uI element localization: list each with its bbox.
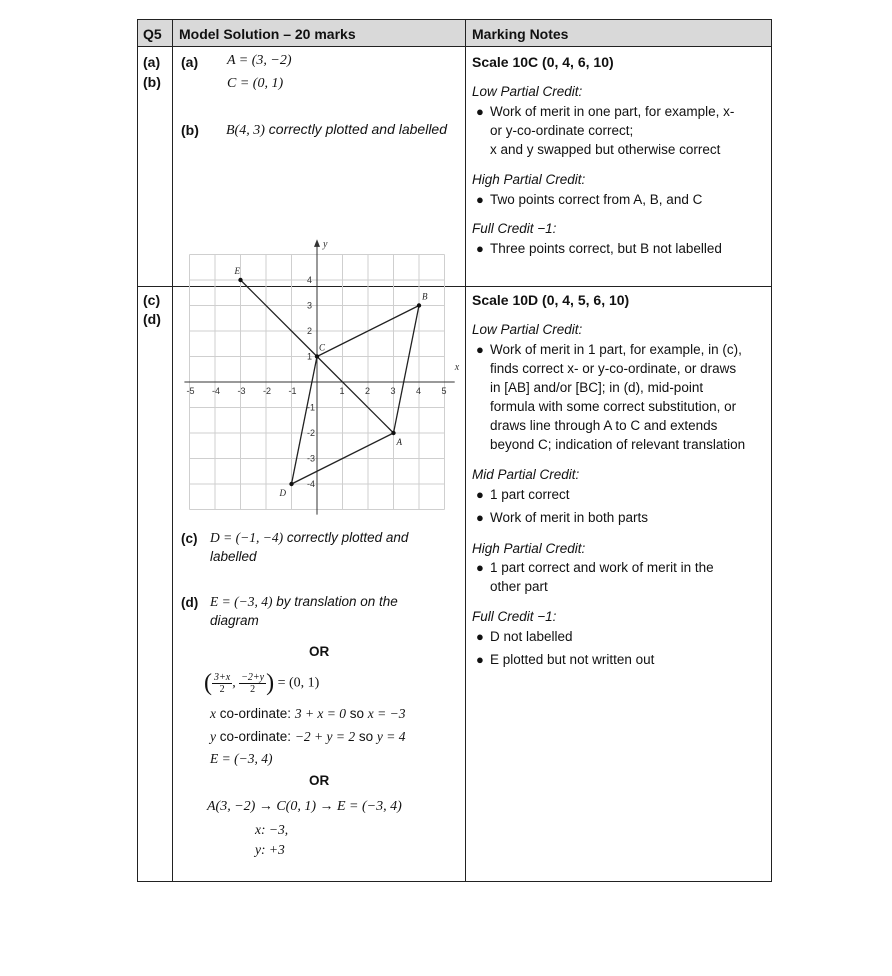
bullet: ● — [476, 629, 484, 644]
bullet: ● — [476, 192, 484, 207]
low-item-3: x and y swapped but otherwise correct — [490, 142, 721, 157]
full-credit-title-2: Full Credit −1: — [472, 609, 557, 624]
point-label-D: D — [279, 488, 286, 498]
part-a-label: (a) — [143, 54, 161, 70]
point-D — [289, 482, 293, 486]
midpoint-formula: ( $\frac{3+x}{2}$ , $\frac{-2+y}{2}$ ) = (0, 1) — [204, 670, 320, 696]
d-label: (d) — [181, 595, 199, 610]
eq-a: A = (3, −2) — [227, 53, 292, 68]
high-credit-title-2: High Partial Credit: — [472, 541, 586, 556]
high-credit-title: High Partial Credit: — [472, 172, 586, 187]
point-label-C: C — [319, 342, 326, 353]
d-statement-2: diagram — [210, 613, 259, 628]
eq-c: C = (0, 1) — [227, 76, 284, 91]
low-line-6: beyond C; indication of relevant translation — [490, 437, 746, 452]
bullet: ● — [476, 560, 484, 575]
segment-CA — [317, 357, 394, 434]
low-line-1: Work of merit in 1 part, for example, in (c), — [490, 342, 742, 357]
full-credit-title: Full Credit −1: — [472, 221, 557, 236]
x-tick-label: -3 — [237, 386, 246, 396]
point-C — [315, 354, 319, 358]
or-separator-2: OR — [309, 773, 330, 788]
row-divider — [138, 286, 771, 287]
x-axis-label: x — [454, 362, 460, 373]
low-credit-title-2: Low Partial Credit: — [472, 322, 583, 337]
c-label: (c) — [181, 531, 198, 546]
x-coordinate-line: x co-ordinate: 3 + x = 0 so x = −3 — [210, 706, 406, 721]
low-line-3: in [AB] and/or [BC]; in (d), mid-point — [490, 380, 704, 395]
scale-10c: Scale 10C (0, 4, 6, 10) — [472, 54, 614, 70]
coordinate-graph — [180, 238, 460, 528]
high-line-2: other part — [490, 579, 548, 594]
y-tick-label: 3 — [307, 300, 313, 311]
bullet: ● — [476, 487, 484, 502]
translation-line: A(3, −2) → C(0, 1) → E = (−3, 4) — [207, 799, 402, 814]
x-tick-label: 2 — [365, 386, 371, 396]
low-line-5: draws line through A to C and extends — [490, 418, 718, 433]
segment-DC — [292, 357, 318, 485]
full-item-1: Three points correct, but B not labelled — [490, 241, 722, 256]
low-credit-title: Low Partial Credit: — [472, 84, 583, 99]
sub-b-label: (b) — [181, 122, 199, 138]
b-statement: B(4, 3) correctly plotted and labelled — [226, 121, 447, 138]
low-line-4: formula with some correct substitution, or — [490, 399, 737, 414]
x-tick-label: -5 — [186, 386, 195, 396]
column-divider-2 — [465, 20, 466, 881]
scale-10d: Scale 10D (0, 4, 5, 6, 10) — [472, 292, 630, 308]
column-divider-1 — [172, 20, 173, 881]
mid-item-2: Work of merit in both parts — [490, 510, 649, 525]
c-statement: D = (−1, −4) correctly plotted and — [210, 530, 409, 545]
header-q: Q5 — [143, 26, 162, 42]
point-A — [391, 431, 395, 435]
point-label-A: A — [396, 437, 402, 447]
y-tick-label: 4 — [307, 275, 313, 285]
y-tick-label: -2 — [307, 428, 316, 438]
point-label-E: E — [234, 266, 240, 276]
x-tick-label: -1 — [288, 386, 297, 396]
bullet: ● — [476, 104, 484, 119]
low-item-2: or y-co-ordinate correct; — [490, 123, 634, 138]
mid-item-1: 1 part correct — [490, 487, 570, 502]
bullet: ● — [476, 652, 484, 667]
y-tick-label: -1 — [307, 402, 316, 413]
y-tick-label: -3 — [307, 453, 316, 464]
x-tick-label: -4 — [212, 386, 221, 396]
high-item-1: Two points correct from A, B, and C — [490, 192, 703, 207]
segment-EC — [241, 280, 318, 357]
y-tick-label: -4 — [307, 479, 316, 489]
x-tick-label: 4 — [416, 386, 422, 396]
sub-a-label: (a) — [181, 54, 199, 70]
mid-credit-title: Mid Partial Credit: — [472, 467, 580, 482]
point-B — [417, 303, 421, 307]
y-axis-label: y — [323, 238, 328, 250]
part-d-label: (d) — [143, 311, 161, 327]
full-item-d: D not labelled — [490, 629, 573, 644]
point-label-B: B — [422, 291, 428, 302]
header-solution: Model Solution – 20 marks — [179, 26, 356, 42]
e-result: E = (−3, 4) — [210, 751, 273, 766]
bullet: ● — [476, 342, 484, 357]
y-coordinate-line: y co-ordinate: −2 + y = 2 so y = 4 — [210, 729, 406, 744]
translation-y: y: +3 — [255, 842, 285, 857]
c-statement-2: labelled — [210, 549, 257, 564]
y-tick-label: 2 — [307, 326, 313, 336]
bullet: ● — [476, 510, 484, 525]
translation-x: x: −3, — [255, 822, 289, 837]
segment-BA — [394, 306, 420, 434]
bullet: ● — [476, 241, 484, 256]
y-tick-label: 1 — [307, 351, 313, 362]
d-statement: E = (−3, 4) by translation on the — [210, 594, 398, 609]
or-separator-1: OR — [309, 644, 330, 659]
low-item-1: Work of merit in one part, for example, x- — [490, 104, 735, 119]
point-E — [238, 278, 242, 282]
x-tick-label: 5 — [441, 386, 447, 396]
x-tick-label: 1 — [339, 386, 345, 396]
x-tick-label: 3 — [390, 386, 396, 396]
low-line-2: finds correct x- or y-co-ordinate, or draws — [490, 361, 737, 376]
x-tick-label: -2 — [263, 386, 272, 396]
part-c-label: (c) — [143, 292, 161, 308]
header-notes: Marking Notes — [472, 26, 569, 42]
high-line-1: 1 part correct and work of merit in the — [490, 560, 714, 575]
part-b-label: (b) — [143, 74, 161, 90]
full-item-e: E plotted but not written out — [490, 652, 655, 667]
